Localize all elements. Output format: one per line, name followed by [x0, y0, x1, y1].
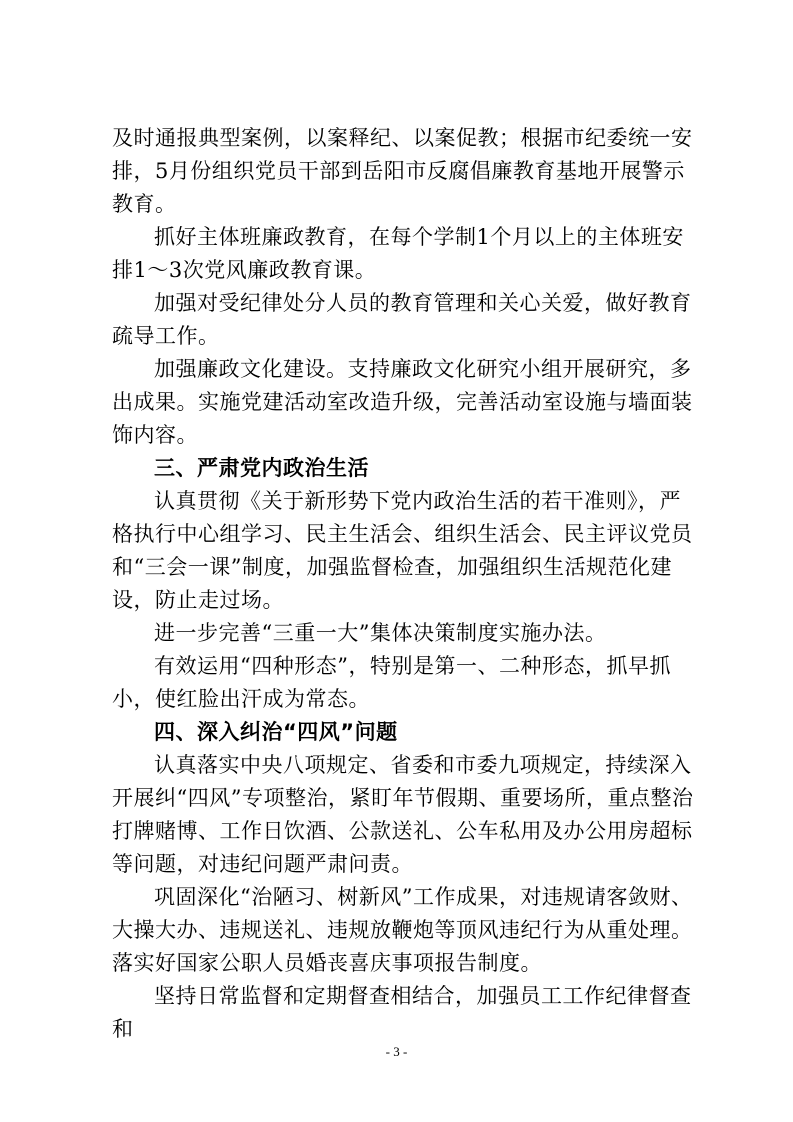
paragraph: 进一步完善“三重一大”集体决策制度实施办法。: [154, 621, 607, 645]
paragraph-continued: 及时通报典型案例，以案释纪、以案促教；根据市纪委统一安排，5月份组织党员干部到岳阳市反腐倡廉教育基地开展警示教育。: [112, 126, 693, 216]
paragraph: 认真落实中央八项规定、省委和市委九项规定，持续深入开展纠“四风”专项整治，紧盯年节假期、重要场所，重点整治打牌赌博、工作日饮酒、公款送礼、公车私用及办公用房超标等问题，对违纪问题严肃问责。: [112, 753, 694, 876]
document-page: [112, 122, 702, 1046]
paragraph: 加强廉政文化建设。支持廉政文化研究小组开展研究，多出成果。实施党建活动室改造升级，完善活动室设施与墙面装饰内容。: [112, 357, 693, 447]
paragraph: 坚持日常监督和定期督查相结合，加强员工工作纪律督查和: [112, 984, 692, 1041]
paragraph: 抓好主体班廉政教育，在每个学制1个月以上的主体班安排1～3次党风廉政教育课。: [112, 225, 684, 282]
paragraph: 有效运用“四种形态”，特别是第一、二种形态，抓早抓小，使红脸出汗成为常态。: [112, 654, 671, 711]
paragraph: 加强对受纪律处分人员的教育管理和关心关爱，做好教育疏导工作。: [112, 291, 692, 348]
paragraph: 认真贯彻《关于新形势下党内政治生活的若干准则》，严格执行中心组学习、民主生活会、组织生活会、民主评议党员和“三会一课”制度，加强监督检查，加强组织生活规范化建设，防止走过场。: [112, 489, 693, 612]
section-heading: 三、严肃党内政治生活: [154, 456, 369, 480]
page-number: - 3 -: [385, 1044, 408, 1059]
section-heading: 四、深入纠治“四风”问题: [154, 720, 398, 744]
paragraph: 巩固深化“治陋习、树新风”工作成果，对违规请客敛财、大操大办、违规送礼、违规放鞭炮等顶风违纪行为从重处理。落实好国家公职人员婚丧喜庆事项报告制度。: [112, 885, 693, 975]
